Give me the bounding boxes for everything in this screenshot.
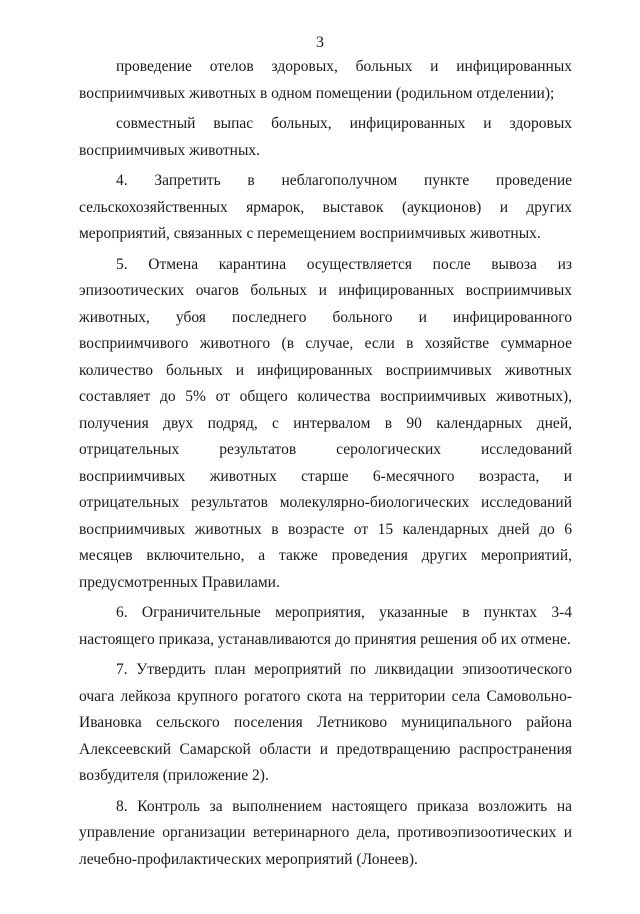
paragraph-item-5: 5. Отмена карантина осуществляется после вывоза из эпизоотических очагов больных и инфицированных восприимчивых животных, убоя последнего больного и инфицированного восприимчивого животного (в случае, если в хозяйстве суммарное количество больных и инфицированных восприимчивых животных составляет до 5% от общего количества восприимчивых животных), получения двух подряд, с интервалом в 90 календарных дней, отрицательных результатов серологических исследований восприимчивых животных старше 6-месячного возраста, и отрицательных результатов молекулярно-биологических исследований восприимчивых животных в возрасте от 15 календарных дней до 6 месяцев включительно, а также проведения других мероприятий, предусмотренных Правилами. <box>79 255 572 591</box>
paragraph-calving: проведение отелов здоровых, больных и инфицированных восприимчивых животных в одном помещении (родильном отделении); <box>79 58 572 102</box>
paragraph-item-4: 4. Запретить в неблагополучном пункте проведение сельскохозяйственных ярмарок, выставок (аукционов) и других мероприятий, связанных с перемещением восприимчивых животных. <box>79 172 572 242</box>
paragraph-item-6: 6. Ограничительные мероприятия, указанные в пунктах 3-4 настоящего приказа, устанавливаются до принятия решения об их отмене. <box>79 604 572 648</box>
paragraph-grazing: совместный выпас больных, инфицированных и здоровых восприимчивых животных. <box>79 115 572 159</box>
document-body <box>79 54 572 877</box>
paragraph-item-7: 7. Утвердить план мероприятий по ликвидации эпизоотического очага лейкоза крупного рогатого скота на территории села Самовольно-Ивановка сельского поселения Летниково муниципального района Алексеевский Самарской области и предотвращению распространения возбудителя (приложение 2). <box>79 661 572 784</box>
paragraph-item-8: 8. Контроль за выполнением настоящего приказа возложить на управление организации ветеринарного дела, противоэпизоотических и лечебно-профилактических мероприятий (Лонеев). <box>79 797 572 868</box>
page-number: 3 <box>316 34 324 51</box>
